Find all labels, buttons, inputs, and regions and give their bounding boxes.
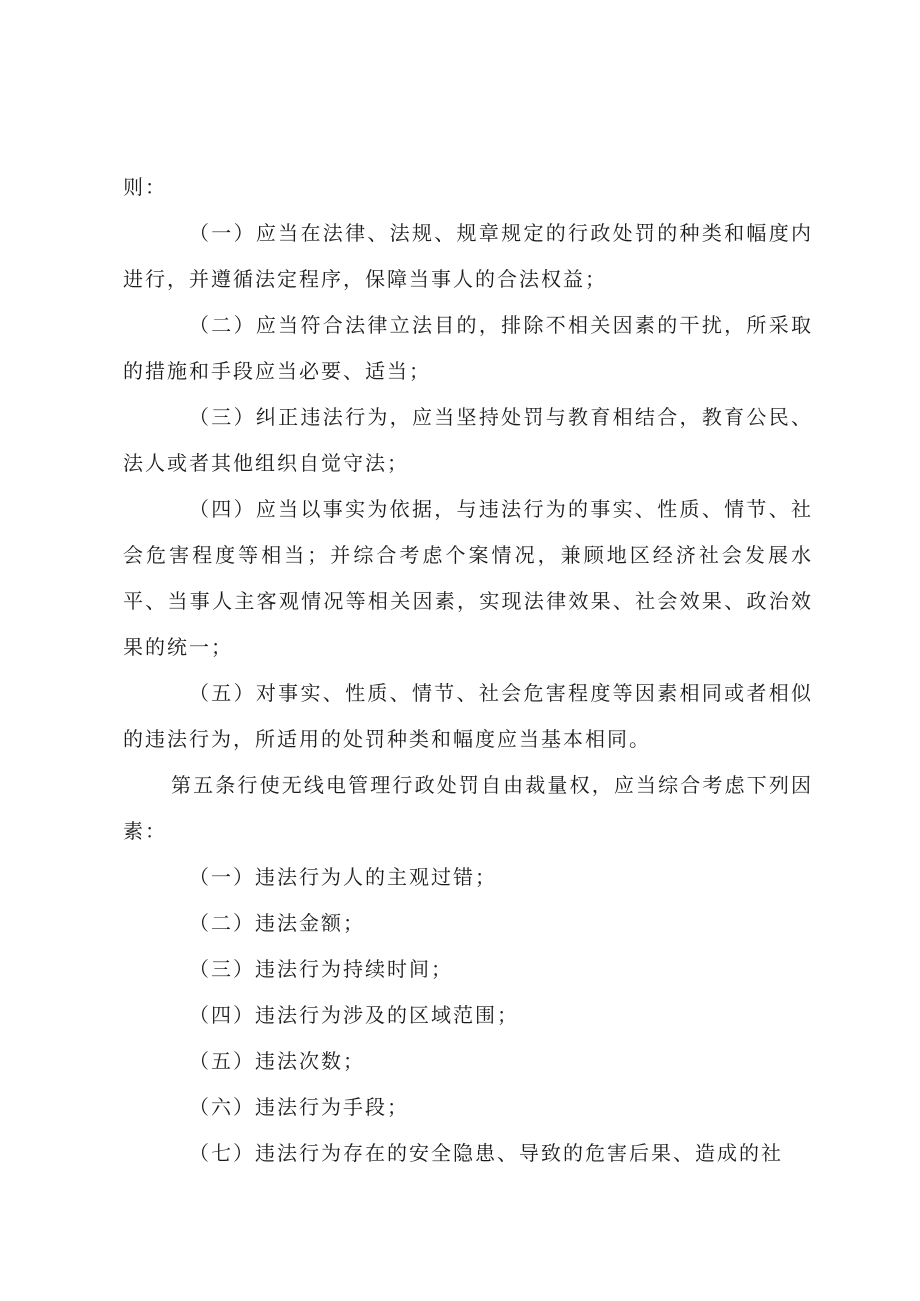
principle-item-5: （五）对事实、性质、情节、社会危害程度等因素相同或者相似的违法行为，所适用的处罚种类和幅度应当基本相同。 bbox=[123, 681, 813, 751]
factor-item-2: （二）违法金额； bbox=[189, 911, 365, 935]
principle-item-1: （一）应当在法律、法规、规章规定的行政处罚的种类和幅度内进行，并遵循法定程序，保障当事人的合法权益； bbox=[123, 221, 813, 291]
factor-item-1: （一）违法行为人的主观过错； bbox=[189, 865, 497, 889]
factor-item-7: （七）违法行为存在的安全隐患、导致的危害后果、造成的社 bbox=[189, 1141, 783, 1165]
factor-item-3: （三）违法行为持续时间； bbox=[189, 957, 453, 981]
factor-item-4: （四）违法行为涉及的区域范围； bbox=[189, 1003, 519, 1027]
principle-item-2: （二）应当符合法律立法目的，排除不相关因素的干扰，所采取的措施和手段应当必要、适当； bbox=[123, 313, 813, 383]
principle-item-3: （三）纠正违法行为，应当坚持处罚与教育相结合，教育公民、法人或者其他组织自觉守法； bbox=[123, 405, 813, 475]
factor-item-5: （五）违法次数； bbox=[189, 1049, 365, 1073]
article-5: 第五条行使无线电管理行政处罚自由裁量权，应当综合考虑下列因素： bbox=[123, 773, 813, 843]
paragraph-continuation: 则： bbox=[123, 175, 167, 199]
document-body bbox=[123, 164, 813, 1176]
principle-item-4: （四）应当以事实为依据，与违法行为的事实、性质、情节、社会危害程度等相当；并综合考虑个案情况，兼顾地区经济社会发展水平、当事人主客观情况等相关因素，实现法律效果、社会效果、政治效果的统一； bbox=[123, 497, 813, 659]
factor-item-6: （六）违法行为手段； bbox=[189, 1095, 409, 1119]
